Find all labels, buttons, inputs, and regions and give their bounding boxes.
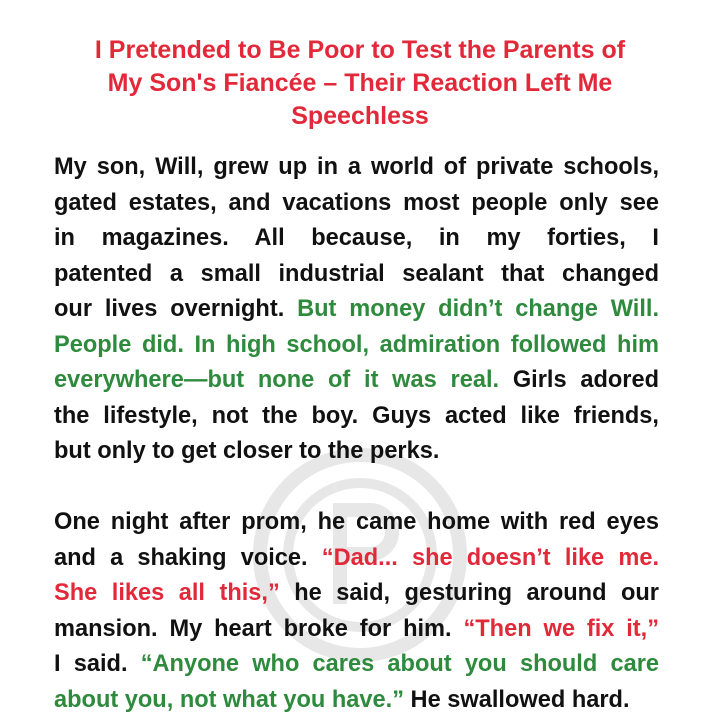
text-line xyxy=(54,363,659,399)
paragraph xyxy=(54,505,659,718)
text-line xyxy=(54,292,659,328)
highlight-green: But money didn’t change Will. xyxy=(297,296,659,322)
text-segment: My son, Will, grew up in a world of private schools, xyxy=(54,154,659,180)
text-line xyxy=(54,150,659,186)
text-line xyxy=(54,683,659,719)
text-segment: and a shaking voice. xyxy=(54,544,322,571)
text-line xyxy=(54,328,659,364)
text-segment: I said. xyxy=(54,651,141,677)
highlight-green: People did. In high school, admiration followed him xyxy=(54,331,659,358)
text-line xyxy=(54,221,659,257)
text-line xyxy=(54,576,659,612)
text-line xyxy=(54,186,659,222)
text-segment: Girls adored xyxy=(512,367,659,393)
title-line: Speechless xyxy=(291,102,429,130)
title-line: My Son's Fiancée – Their Reaction Left Me xyxy=(107,69,613,97)
text-segment: the lifestyle, not the boy. Guys acted like friends, xyxy=(54,402,659,429)
paragraph xyxy=(54,150,659,470)
text-line xyxy=(54,647,659,683)
text-line xyxy=(54,505,659,541)
highlight-red: She likes all this,” xyxy=(54,580,280,606)
highlight-green: “Anyone who cares about you should care xyxy=(140,651,659,677)
highlight-red: “Then we fix it,” xyxy=(463,615,660,642)
text-line xyxy=(54,612,659,648)
text-segment: in magazines. All because, in my forties, I xyxy=(54,225,659,251)
text-segment: patented a small industrial sealant that changed xyxy=(54,260,659,287)
text-line xyxy=(54,541,659,577)
text-segment: mansion. My heart broke for him. xyxy=(54,615,464,642)
highlight-green: everywhere—but none of it was real. xyxy=(54,367,513,393)
text-segment: He swallowed hard. xyxy=(404,686,630,713)
text-segment: gated estates, and vacations most people only see xyxy=(54,189,659,216)
text-segment: our lives overnight. xyxy=(54,296,298,322)
text-segment: he said, gesturing around our xyxy=(279,580,659,606)
text-segment: One night after prom, he came home with red eyes xyxy=(54,509,659,535)
article-body xyxy=(54,150,659,718)
text-line xyxy=(54,257,659,293)
article-title xyxy=(30,34,690,133)
text-segment: but only to get closer to the perks. xyxy=(54,438,440,464)
highlight-red: “Dad... she doesn’t like me. xyxy=(321,544,659,571)
highlight-green: about you, not what you have.” xyxy=(54,686,404,713)
title-line: I Pretended to Be Poor to Test the Parents of xyxy=(94,36,626,64)
text-line xyxy=(54,434,659,470)
text-line xyxy=(54,399,659,435)
